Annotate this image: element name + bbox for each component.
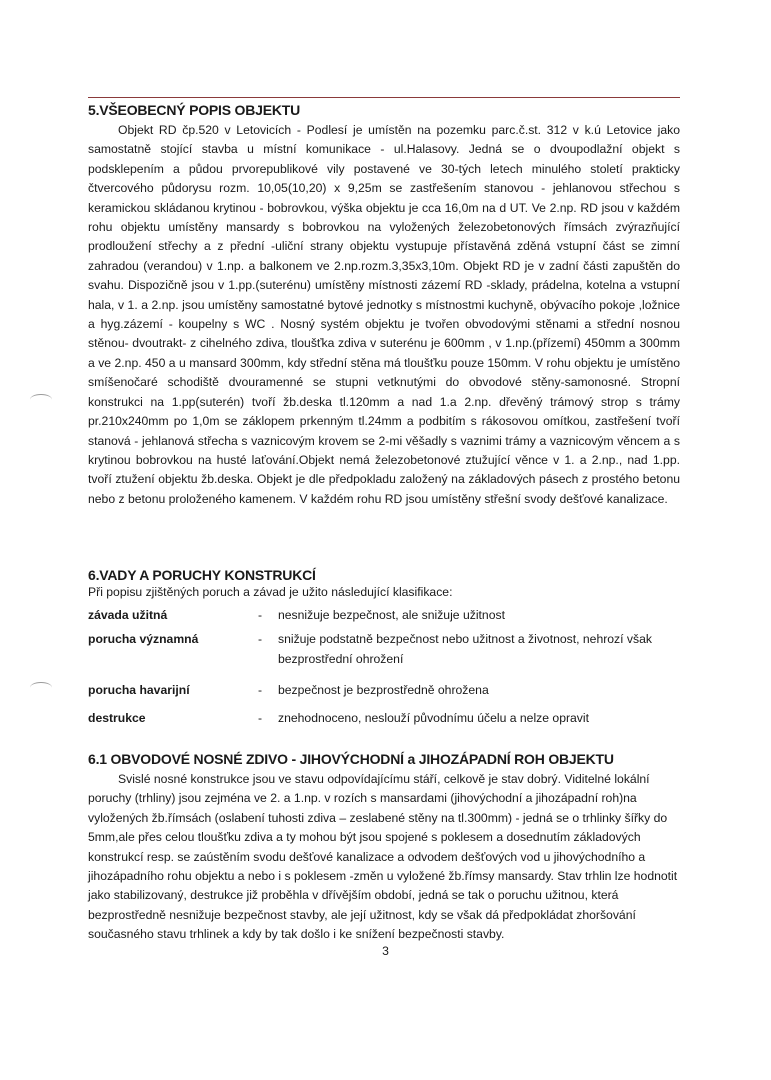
classification-description: nesnižuje bezpečnost, ale snižuje užitnost [278, 608, 505, 622]
margin-punch-mark [30, 682, 52, 693]
classification-list [88, 606, 680, 728]
classification-dash: - [258, 632, 263, 647]
classification-dash: - [258, 710, 263, 725]
section-6-intro: Při popisu zjištěných poruch a závad je užito následující klasifikace: [88, 585, 453, 599]
section-6-1-heading: 6.1 OBVODOVÉ NOSNÉ ZDIVO - JIHOVÝCHODNÍ a JIHOZÁPADNÍ ROH OBJEKTU [88, 751, 614, 767]
classification-row [88, 709, 680, 728]
section-6-heading: 6.VADY A PORUCHY KONSTRUKCÍ [88, 567, 316, 583]
classification-term: porucha havarijní [88, 683, 190, 698]
section-6-1-body: Svislé nosné konstrukce jsou ve stavu odpovídajícímu stáří, celkově je stav dobrý. Viditelné lokální poruchy (trhliny) jsou zejména ve 2. a 1.np. v rozích s mansardami (jihovýchodní a jihozápadní roh)na vyložených žb.římsách (oslabení tuhosti zdiva – zeslabené stěny na tl.300mm) - jedná se o trhlinky šířky do 5mm,ale přes celou tloušťku zdiva a ty mohou být jsou spojené s poklesem a dosednutím základových konstrukcí resp. se zaústěním svodu dešťové kanalizace a odvodem dešťových vod u jihovýchodního a jihozápadního rohu objektu a nebo i s poklesem -změn u vyložené žb.římsy mansardy. Stav trhlin lze hodnotit jako stabilizovaný, destrukce již proběhla v dřívějším období, jedná se tak o poruchu užitnou, která bezprostředně nesnižuje bezpečnost stavby, ale její užitnost, kdy se však dá předpokládat zhoršování současného stavu trhlinek a kdy by tak došlo i ke snížení bezpečnosti stavby. [88, 772, 678, 942]
section-5-body: Objekt RD čp.520 v Letovicích - Podlesí je umístěn na pozemku parc.č.st. 312 v k.ú Letovice jako samostatně stojící stavba u místní komunikace - ul.Halasovy. Jedná se o dvoupodlažní objekt s podsklepením a půdou prvorepublikové vily postavené ve 30-tých letech minulého století prakticky čtvercového půdorysu rozm. 10,05(10,20) x 9,25m se zastřešením stanovou - jehlanovou střechou s keramickou skládanou krytinou - bobrovkou, výška objektu je cca 16,0m na d UT. Ve 2.np. RD jsou v každém rohu objektu umístěny mansardy s bobrovkou na vyložených železobetonových římsách zvýrazňující prodloužení střechy a z přední -uliční strany objektu vystupuje přístavěná zděná vstupní část se zimní zahradou (verandou) v 1.np. a balkonem ve 2.np.rozm.3,35x3,10m. Objekt RD je v zadní části zapuštěn do svahu. Dispozičně jsou v 1.pp.(suterénu) umístěny místnosti zázemí RD -sklady, prádelna, kotelna a vstupní hala, v 1. a 2.np. jsou umístěny samostatné bytové jednotky s místnostmi kuchyně, obývacího pokoje ,ložnice a hyg.zázemí - koupelny s WC . Nosný systém objektu je tvořen obvodovými stěnami a střední nosnou stěnou- dvoutrakt- z cihelného zdiva, tloušťka zdiva v suterénu je 600mm , v 1.np.(přízemí) 450mm a 300mm a ve 2.np. 450 a u mansard 300mm, kdy střední stěna má tloušťku pouze 150mm. V rohu objektu je umístěno smíšenočaré schodiště dvouramenné se stupni vetknutými do obvodové stěny-samonosné. Stropní konstrukci na 1.pp(suterén) tvoří žb.deska tl.120mm a nad 1.a 2.np. dřevěný trámový strop s trámy pr.210x240mm po 1,0m se záklopem prkenným tl.24mm a podbitím s rákosovou omítkou, zastřešení tvoří stanová - jehlanová střecha s vaznicovým krovem se 2-mi věšadly s vaznimi trámy a vaznicovým věncem a s krytinou bobrovkou na husté laťování.Objekt nemá železobetonové ztužující věnce v 1. a 2.np., nad 1.pp. tvoří ztužení objektu žb.deska. Objekt je dle předpokladu založený na základových pásech z prostého betonu nebo z betonu proloženého kamenem. V každém rohu RD jsou umístěny střešní svody dešťové kanalizace. [88, 123, 680, 506]
classification-row [88, 630, 680, 669]
classification-term: závada užitná [88, 608, 168, 622]
classification-description: znehodnoceno, neslouží původnímu účelu a nelze opravit [278, 710, 589, 725]
margin-punch-mark [30, 394, 52, 405]
classification-row [88, 681, 680, 700]
header-rule [88, 97, 680, 98]
classification-row [88, 606, 680, 625]
classification-term: porucha významná [88, 632, 199, 647]
classification-description: snižuje podstatně bezpečnost nebo užitnost a životnost, nehrozí však bezprostřední ohrožení [278, 632, 652, 666]
classification-term: destrukce [88, 710, 146, 725]
page-number: 3 [382, 944, 389, 958]
classification-dash: - [258, 683, 263, 698]
section-5-heading: 5.VŠEOBECNÝ POPIS OBJEKTU [88, 102, 301, 118]
classification-dash: - [258, 608, 263, 622]
classification-description: bezpečnost je bezprostředně ohrožena [278, 683, 489, 698]
